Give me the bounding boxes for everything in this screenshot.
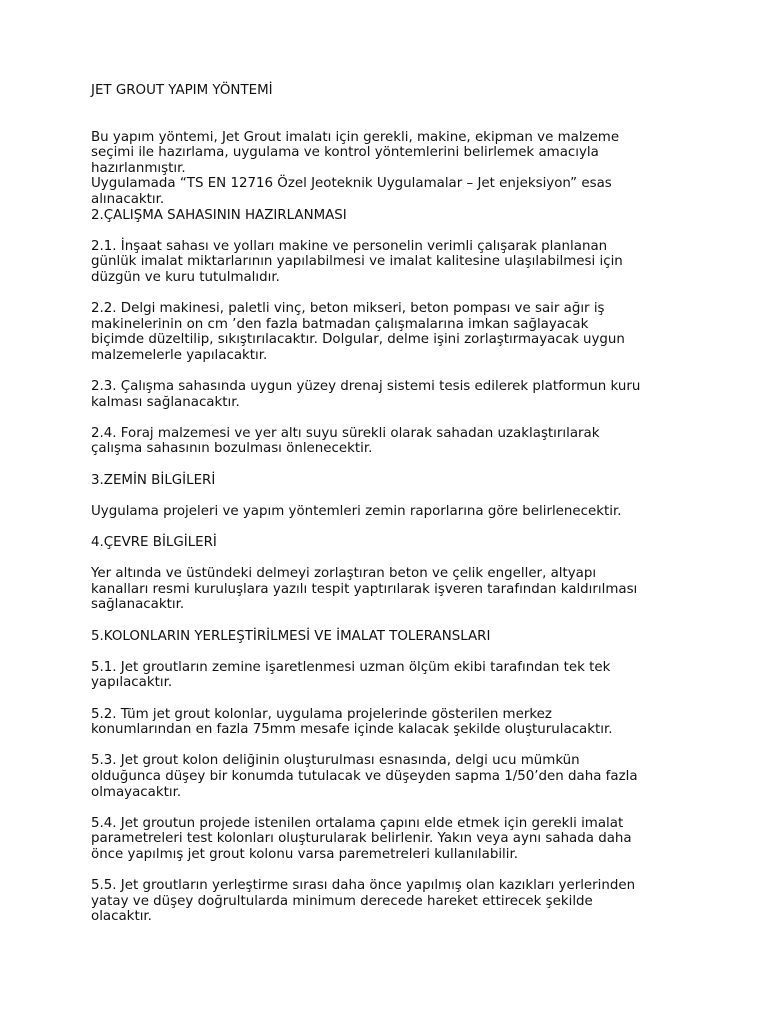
paragraph-2-4: 2.4. Foraj malzemesi ve yer altı suyu sürekli olarak sahadan uzaklaştırılarak çalışma sahasının bozulması önlenecektir. xyxy=(91,425,600,457)
paragraph-2-3: 2.3. Çalışma sahasında uygun yüzey drenaj sistemi tesis edilerek platformun kuru kalması sağlanacaktır. xyxy=(91,379,641,410)
paragraph-5-5: 5.5. Jet groutların yerleştirme sırası daha önce yapılmış olan kazıkları yerlerinden yatay ve düşey doğrultularda minimum derecede hareket ettirecek şekilde olacaktır. xyxy=(91,878,636,925)
paragraph-5-4: 5.4. Jet groutun projede istenilen ortalama çapını elde etmek için gerekli imalat parametreleri test kolonları oluşturularak belirlenir. Yakın veya aynı sahada daha önce yapılmış jet grout kolonu varsa paremetreleri kullanılabilir. xyxy=(91,815,632,862)
section-5-heading: 5.KOLONLARIN YERLEŞTİRİLMESİ VE İMALAT TOLERANSLARI xyxy=(91,628,491,644)
section-3-heading: 3.ZEMİN BİLGİLERİ xyxy=(91,472,216,488)
paragraph-5-2: 5.2. Tüm jet grout kolonlar, uygulama projelerinde gösterilen merkez konumlarından en fazla 75mm mesafe içinde kalacak şekilde oluşturulacaktır. xyxy=(91,706,613,738)
intro-paragraph: Bu yapım yöntemi, Jet Grout imalatı için gerekli, makine, ekipman ve malzeme seçimi ile hazırlama, uygulama ve kontrol yöntemlerini belirlemek amacıyla hazırlanmıştır. xyxy=(91,129,620,176)
section-4-heading: 4.ÇEVRE BİLGİLERİ xyxy=(91,535,217,551)
paragraph-2-2: 2.2. Delgi makinesi, paletli vinç, beton mikseri, beton pompası ve sair ağır iş makinelerinin on cm ’den fazla batmadan çalışmalarına imkan sağlayacak biçimde düzeltilip, sıkıştırılacaktır. Dolgular, delme işini zorlaştırmayacak uygun malzemelerle yapılacaktır. xyxy=(91,301,625,363)
paragraph-5-1: 5.1. Jet groutların zemine işaretlenmesi uzman ölçüm ekibi tarafından tek tek yapılacaktır. xyxy=(91,659,611,691)
document-page xyxy=(91,83,691,925)
document-title: JET GROUT YAPIM YÖNTEMİ xyxy=(91,83,273,98)
paragraph-5-3: 5.3. Jet grout kolon deliğinin oluşturulması esnasında, delgi ucu mümkün olduğunca düşey bir konumda tutulacak ve düşeyden sapma 1/50’den daha fazla olmayacaktır. xyxy=(91,753,638,800)
paragraph-4: Yer altında ve üstündeki delmeyi zorlaştıran beton ve çelik engeller, altyapı kanalları resmi kuruluşlara yazılı tespit yaptırılarak işveren tarafından kaldırılması sağlanacaktır. xyxy=(91,566,638,613)
paragraph-3: Uygulama projeleri ve yapım yöntemleri zemin raporlarına göre belirlenecektir. xyxy=(91,503,622,519)
section-2-heading: 2.ÇALIŞMA SAHASININ HAZIRLANMASI xyxy=(91,207,347,223)
intro-standard-paragraph: Uygulamada “TS EN 12716 Özel Jeoteknik Uygulamalar – Jet enjeksiyon” esas alınacaktır. xyxy=(91,176,612,207)
paragraph-2-1: 2.1. İnşaat sahası ve yolları makine ve personelin verimli çalışarak planlanan günlük imalat miktarlarının yapılabilmesi ve imalat kalitesine ulaşılabilmesi için düzgün ve kuru tutulmalıdır. xyxy=(91,238,623,285)
